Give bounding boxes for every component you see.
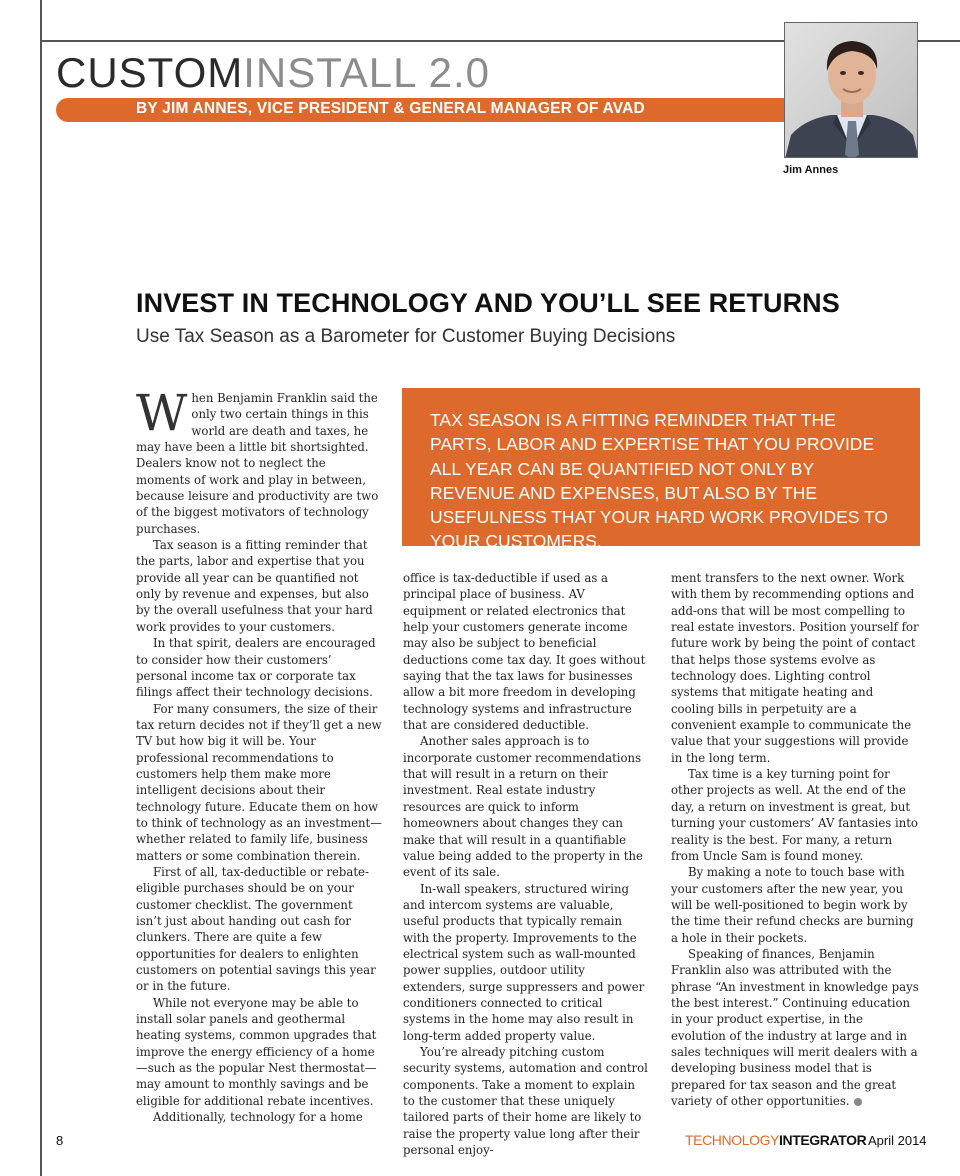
paragraph: While not everyone may be able to install solar panels and geothermal heating systems, common upgrades that improve the energy efficiency of a home—such as the popular Nest thermostat—may amount to monthly savings and be eligible for additional rebate incentives. [136,995,377,1108]
left-rule [40,0,42,1176]
article-column-2 [403,570,649,1158]
final-paragraph [671,946,919,1109]
column-brand [56,49,491,96]
paragraph-text: Speaking of finances, Benjamin Franklin also was attributed with the phrase “An investment in knowledge pays the best interest.” Continuing education in your product expertise, in the evolution of the industry at large and in sales techniques will merit dealers with a developing business model that is prepared for tax season and the great variety of other opportunities. [671,946,919,1108]
article-headline: INVEST IN TECHNOLOGY AND YOU’LL SEE RETURNS [136,288,840,318]
drop-cap: W [136,384,188,442]
paragraph [136,384,382,537]
footer-brand-technology: TECHNOLOGY [685,1132,780,1148]
paragraph: In-wall speakers, structured wiring and intercom systems are valuable, useful products that typically remain with the property. Improvements to the electrical system such as wall-mounted power supplies, outdoor utility extenders, surge suppressers and power conditioners connected to critical systems in the home may also result in long-term added property value. [403,881,645,1043]
paragraph: First of all, tax-deductible or rebate-eligible purchases should be on your customer checklist. The government isn’t just about handing out cash for clunkers. There are quite a few opportunities for dealers to enlighten customers on potential savings this year or in the future. [136,864,376,994]
paragraph: Additionally, technology for a home [153,1110,363,1125]
article-column-1 [136,384,382,1125]
paragraph: Tax time is a key turning point for other projects as well. At the end of the day, a return on investment is great, but turning your customers’ AV fantasies into reality is the best. For many, a return from Uncle Sam is found money. [671,767,918,863]
pull-quote-text: TAX SEASON IS A FITTING REMINDER THAT THE PARTS, LABOR AND EXPERTISE THAT YOU PROVIDE ALL YEAR CAN BE QUANTIFIED NOT ONLY BY REVENUE AND EXPENSES, BUT ALSO BY THE USEFULNESS THAT YOUR HARD WORK PROVIDES TO YOUR CUSTOMERS. [430,410,889,552]
paragraph: office is tax-deductible if used as a principal place of business. AV equipment or related electronics that help your customers generate income may also be subject to beneficial deductions come tax day. It goes without saying that the tax laws for businesses allow a bit more freedom in developing technology systems and infrastructure that are considered deductible. [403,571,646,733]
paragraph: In that spirit, dealers are encouraged to consider how their customers’ personal income tax or corporate tax filings affect their technology decisions. [136,636,376,700]
page-number: 8 [56,1133,64,1148]
end-of-article-icon [854,1098,862,1106]
paragraph: You’re already pitching custom security systems, automation and control components. Take a moment to explain to the customer that these uniquely tailored parts of their home are likely to raise the property value long after their personal enjoy- [403,1044,648,1158]
brand-custom: CUSTOM [56,49,244,96]
paragraph: Another sales approach is to incorporate customer recommendations that will result in a return on their investment. Real estate industry resources are quick to inform homeowners about changes they can make that will result in a quantifiable value being added to the property in the event of its sale. [403,734,643,880]
pull-quote-box [402,388,920,552]
paragraph: For many consumers, the size of their tax return decides not if they’ll get a new TV but how big it will be. Your professional recommendations to customers help them make more intelligent decisions about their technology future. Educate them on how to think of technology as an investment—whether related to family life, business matters or some combination therein. [136,701,382,863]
footer-brand-integrator: INTEGRATOR [779,1132,867,1148]
byline: BY JIM ANNES, VICE PRESIDENT & GENERAL MANAGER OF AVAD [136,100,645,117]
author-portrait-image [785,23,918,158]
article-column-3 [671,570,919,1109]
footer-magazine-logo [685,1132,866,1148]
brand-install: INSTALL 2.0 [243,49,491,96]
paragraph: By making a note to touch base with your customers after the new year, you will be well-positioned to begin work by the time their refund checks are burning a hole in their pockets. [671,865,914,945]
issue-date: April 2014 [868,1133,927,1148]
paragraph: ment transfers to the next owner. Work with them by recommending options and add-ons that will be most compelling to real estate investors. Position yourself for future work by being the point of contact that helps those systems evolve as technology does. Lighting control systems that mitigate heating and cooling bills in perpetuity are a convenient example to communicate the value that your suggestions will provide in the long term. [671,571,919,765]
author-photo [784,22,918,158]
article-subhead: Use Tax Season as a Barometer for Customer Buying Decisions [136,326,676,347]
paragraph: Tax season is a fitting reminder that the parts, labor and expertise that you provide all year can be quantified not only by revenue and expenses, but also by the overall usefulness that your hard work provides to your customers. [136,538,373,634]
paragraph-text: hen Benjamin Franklin said the only two certain things in this world are death and taxes, he may have been a little bit shortsighted. Dealers know not to neglect the moments of work and play in between, because leisure and productivity are two of the biggest motivators of technology purchases. [136,391,379,536]
photo-caption: Jim Annes [783,164,839,176]
